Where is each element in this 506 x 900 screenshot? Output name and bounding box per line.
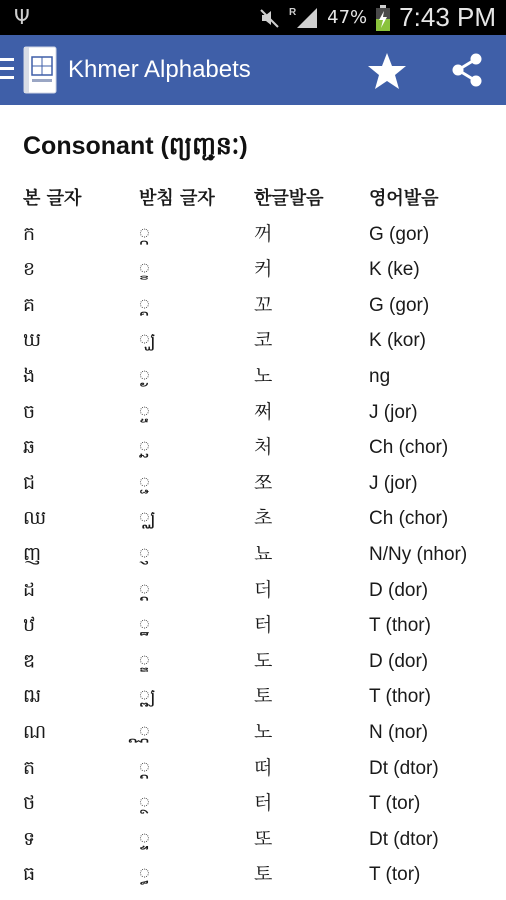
subscript-letter: ្ត [139, 756, 151, 779]
base-letter: ត [23, 756, 36, 779]
table-row [23, 466, 493, 502]
subscript-letter: ្ច [139, 400, 151, 423]
korean-pronunciation: 코 [254, 329, 273, 352]
english-pronunciation: N/Ny (nhor) [369, 543, 468, 565]
korean-pronunciation: 쩌 [254, 400, 273, 423]
base-letter: ក [23, 222, 36, 245]
header-korean-pronunciation: 한글발음 [254, 188, 324, 209]
english-pronunciation: Ch (chor) [369, 508, 449, 530]
subscript-letter: ្ខ [139, 258, 151, 281]
table-row [23, 822, 493, 858]
star-icon[interactable] [367, 51, 407, 91]
header-base-letter: 본 글자 [23, 188, 82, 209]
base-letter: ជ [23, 471, 36, 494]
english-pronunciation: N (nor) [369, 721, 429, 743]
subscript-letter: ្ក [139, 222, 151, 245]
english-pronunciation: D (dor) [369, 579, 429, 601]
table-row [23, 501, 493, 537]
korean-pronunciation: 토 [254, 863, 273, 886]
content-area [0, 105, 506, 900]
korean-pronunciation: 커 [254, 258, 273, 281]
korean-pronunciation: 더 [254, 578, 273, 601]
subscript-letter: ្ឍ [139, 685, 156, 708]
share-icon[interactable] [449, 52, 485, 88]
subscript-letter: ្ឆ [139, 436, 151, 459]
base-letter: ឋ [23, 614, 36, 637]
subscript-letter: ្ឋ [139, 614, 151, 637]
table-row [23, 217, 493, 253]
mute-icon [259, 7, 281, 29]
english-pronunciation: Dt (dtor) [369, 757, 439, 779]
subscript-letter: ្ធ [139, 863, 151, 886]
usb-icon: Ψ [14, 5, 30, 29]
subscript-letter: ្ញ [139, 542, 151, 565]
base-letter: ឍ [23, 685, 42, 708]
base-letter: ឈ [23, 507, 47, 530]
table-row [23, 715, 493, 751]
english-pronunciation: T (thor) [369, 686, 431, 708]
base-letter: គ [23, 293, 36, 316]
subscript-letter: ្ណ [139, 720, 151, 743]
english-pronunciation: Dt (dtor) [369, 828, 439, 850]
english-pronunciation: T (tor) [369, 793, 421, 815]
subscript-letter: ្ឈ [139, 507, 156, 530]
subscript-letter: ្ឌ [139, 649, 151, 672]
base-letter: ង [23, 364, 36, 387]
table-row [23, 644, 493, 680]
english-pronunciation: T (tor) [369, 864, 421, 886]
table-row [23, 608, 493, 644]
korean-pronunciation: 노 [254, 364, 273, 387]
table-row [23, 857, 493, 893]
korean-pronunciation: 도 [254, 649, 273, 672]
table-row [23, 430, 493, 466]
korean-pronunciation: 꺼 [254, 222, 273, 245]
app-title: Khmer Alphabets [68, 56, 251, 83]
app-logo-icon[interactable] [20, 45, 60, 95]
base-letter: ដ [23, 578, 36, 601]
subscript-letter: ្ង [139, 364, 151, 387]
english-pronunciation: ng [369, 365, 391, 387]
korean-pronunciation: 떠 [254, 756, 273, 779]
svg-text:R: R [289, 6, 297, 18]
table-row [23, 323, 493, 359]
table-row [23, 288, 493, 324]
menu-icon[interactable] [0, 58, 14, 82]
english-pronunciation: Ch (chor) [369, 437, 449, 459]
subscript-letter: ្ថ [139, 792, 151, 815]
app-bar [0, 35, 506, 105]
header-english-pronunciation: 영어발음 [369, 188, 439, 208]
base-letter: ខ [23, 258, 36, 281]
english-pronunciation: K (kor) [369, 330, 426, 352]
english-pronunciation: T (thor) [369, 615, 431, 637]
korean-pronunciation: 꼬 [254, 293, 273, 316]
base-letter: ច [23, 400, 36, 423]
base-letter: ឆ [23, 436, 36, 459]
signal-icon [289, 6, 319, 30]
english-pronunciation: G (gor) [369, 294, 430, 316]
base-letter: ថ [23, 792, 36, 815]
table-row [23, 359, 493, 395]
korean-pronunciation: 초 [254, 507, 273, 530]
status-icons [259, 0, 496, 35]
korean-pronunciation: 토 [254, 685, 273, 708]
clock: 7:43 PM [399, 2, 496, 32]
battery-icon [375, 5, 391, 31]
subscript-letter: ្ដ [139, 578, 151, 601]
subscript-letter: ្គ [139, 293, 151, 316]
table-row [23, 573, 493, 609]
table-row [23, 786, 493, 822]
table-row [23, 679, 493, 715]
english-pronunciation: D (dor) [369, 650, 429, 672]
english-pronunciation: J (jor) [369, 401, 418, 423]
english-pronunciation: G (gor) [369, 223, 430, 245]
subscript-letter: ្ទ [139, 827, 151, 850]
korean-pronunciation: 처 [254, 436, 273, 459]
korean-pronunciation: 터 [254, 614, 273, 637]
table-row [23, 537, 493, 573]
section-title: Consonant (ព្យញ្ជនៈ) [23, 132, 248, 160]
table-header [23, 181, 493, 217]
base-letter: ទ [23, 827, 36, 850]
korean-pronunciation: 터 [254, 792, 273, 815]
header-subscript-letter: 받침 글자 [139, 188, 215, 209]
base-letter: ញ [23, 542, 42, 565]
korean-pronunciation: 뇨 [254, 542, 273, 565]
battery-percent: 47% [327, 7, 368, 28]
base-letter: ធ [23, 863, 36, 886]
base-letter: ឌ [23, 649, 36, 672]
table-row [23, 751, 493, 787]
english-pronunciation: K (ke) [369, 259, 420, 281]
english-pronunciation: J (jor) [369, 472, 418, 494]
korean-pronunciation: 또 [254, 827, 273, 850]
base-letter: ឃ [23, 329, 42, 352]
korean-pronunciation: 노 [254, 720, 273, 743]
subscript-letter: ្ឃ [139, 329, 156, 352]
table-row [23, 395, 493, 431]
table-row [23, 252, 493, 288]
consonant-table [23, 181, 493, 893]
subscript-letter: ្ជ [139, 471, 151, 494]
korean-pronunciation: 쪼 [254, 471, 273, 494]
status-bar [0, 0, 506, 35]
base-letter: ណ [23, 720, 47, 743]
